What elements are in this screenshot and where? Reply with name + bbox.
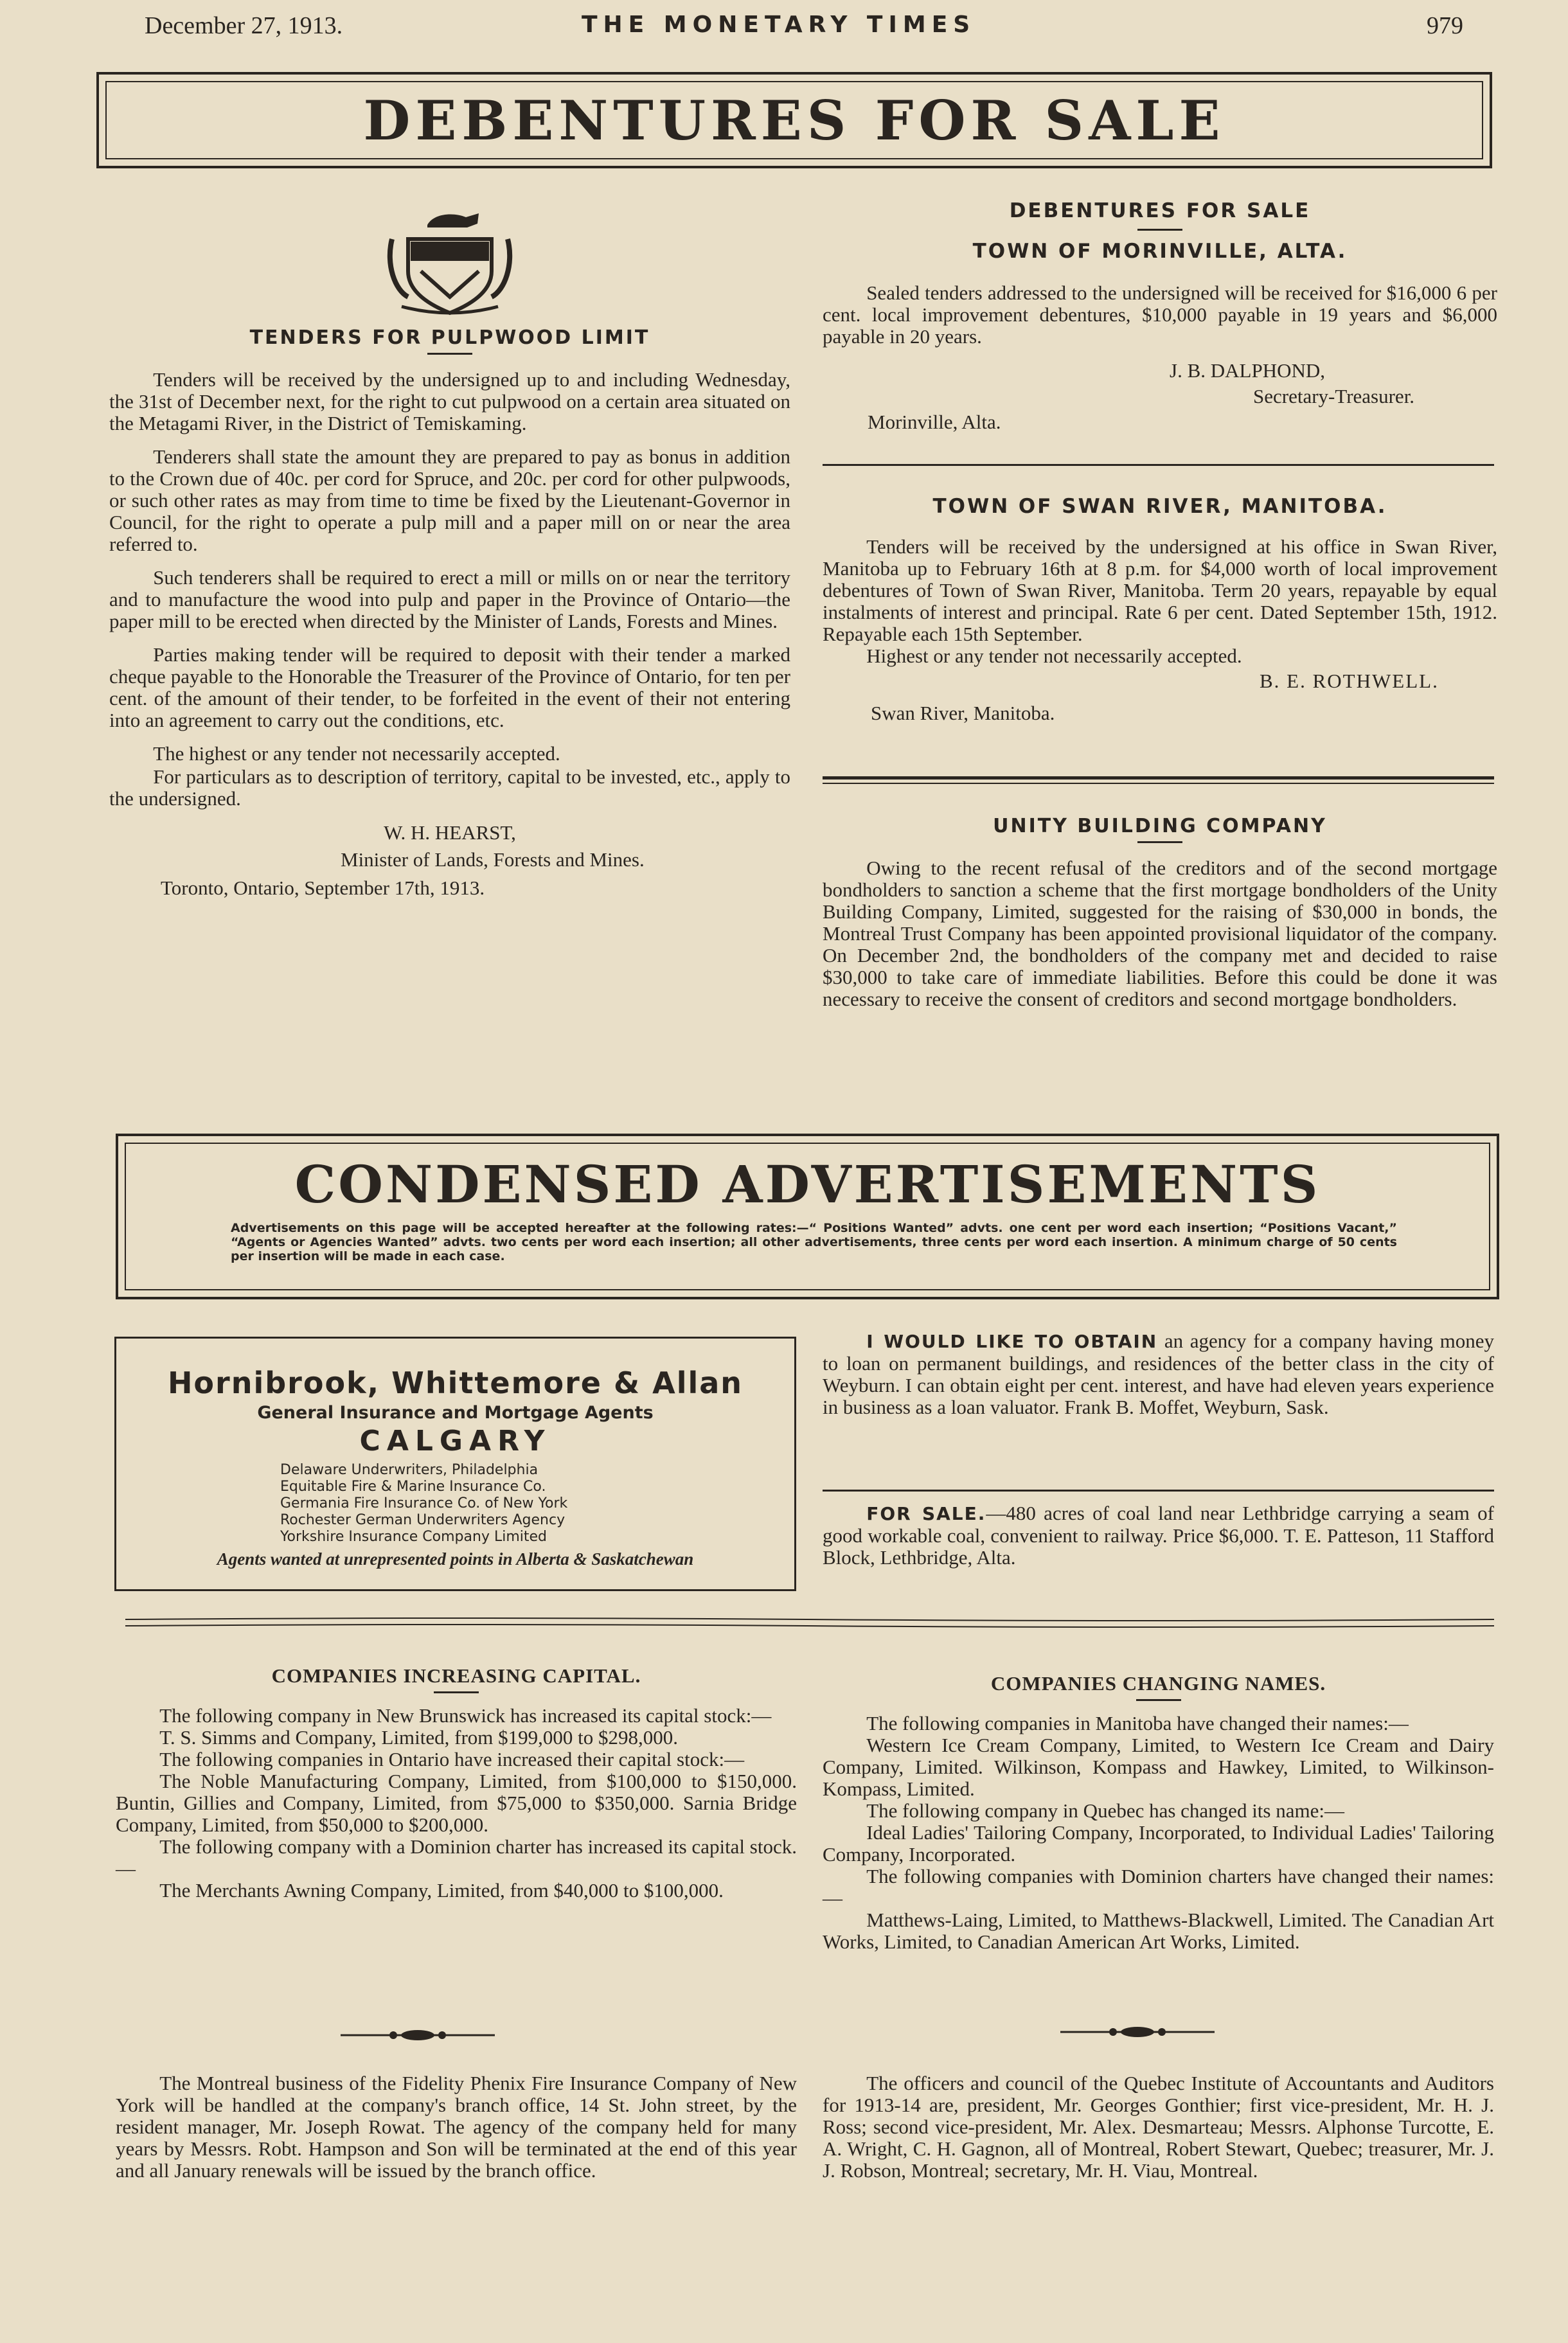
condensed-rates: Advertisements on this page will be accepted hereafter at the following rates:—“ Positions Wanted” advts. one cent per word each insertion; “Positions Vacant,” “Agents or Agencies Wanted” advts. two cents per word each insertion; all other advertisements, three cents per word each insertion. A minimum charge of 50 cents per insertion will be made in each case. [231, 1221, 1397, 1263]
quebec-paragraph: The officers and council of the Quebec Institute of Accountants and Auditors for 1913-14 are, president, Mr. Georges Gonthier; first vice-president, Mr. H. J. Ross; second vice-president, Mr. Alex. Desmarteau; Messrs. Alphonse Turcotte, E. A. Wright, C. H. Gagnon, all of Montreal, Robert Stewart, Quebec; treasurer, Mr. J. J. Robson, Montreal; secretary, Mr. H. Viau, Montreal. [823, 2072, 1494, 2182]
pulpwood-paragraph: For particulars as to description of territory, capital to be invested, etc., apply to the undersigned. [109, 765, 790, 810]
increasing-paragraph: The Merchants Awning Company, Limited, from $40,000 to $100,000. [159, 1879, 724, 1902]
signer-title: Minister of Lands, Forests and Mines. [341, 848, 645, 871]
firm-city: CALGARY [359, 1425, 551, 1457]
condensed-banner [116, 1134, 1499, 1299]
classified-ads [823, 1330, 1494, 1434]
ad-body: —480 acres of coal land near Lethbridge carrying a seam of good workable coal, convenient to railway. Price $6,000. T. E. Patteson, 11 Stafford Block, Lethbridge, Alta. [823, 1502, 1494, 1569]
changing-paragraph: The following companies with Dominion charters have changed their names:— [823, 1865, 1494, 1909]
banner-title: DEBENTURES FOR SALE [363, 89, 1225, 152]
dash-ornament-icon [341, 2027, 495, 2043]
changing-paragraph: The following company in Quebec has changed its name:— [866, 1799, 1344, 1822]
section-rule [823, 776, 1494, 780]
unity-notice [823, 815, 1497, 1022]
changing-paragraph: The following companies in Manitoba have changed their names:— [866, 1712, 1409, 1734]
signer-name: W. H. HEARST, [384, 821, 516, 844]
swan-river-title: TOWN OF SWAN RIVER, MANITOBA. [932, 495, 1387, 518]
section-rule [823, 464, 1494, 466]
signer-name: B. E. ROTHWELL. [1260, 670, 1439, 692]
changing-paragraph: Western Ice Cream Company, Limited, to Western Ice Cream and Dairy Company, Limited. Wilkinson, Kompass and Hawkey, Limited, to Wilkinson-Kompass, Limited. [823, 1734, 1494, 1800]
insurer-item: Yorkshire Insurance Company Limited [280, 1529, 547, 1545]
coat-of-arms-icon [382, 194, 517, 316]
place: Morinville, Alta. [868, 411, 1001, 433]
section-rule [823, 783, 1494, 784]
place-date: Toronto, Ontario, September 17th, 1913. [161, 877, 485, 899]
page-number: 979 [1427, 12, 1463, 39]
insurer-item: Delaware Underwriters, Philadelphia [280, 1462, 539, 1478]
increasing-paragraph: T. S. Simms and Company, Limited, from $199,000 to $298,000. [159, 1726, 679, 1749]
classified-sale-text [823, 1502, 1494, 1569]
pulpwood-paragraph: The highest or any tender not necessarily accepted. [153, 742, 560, 765]
morinville-paragraph: Sealed tenders addressed to the undersigned will be received for $16,000 6 per cent. local improvement debentures, $10,000 payable in 19 years and $6,000 payable in 20 years. [823, 281, 1497, 348]
publication-name: THE MONETARY TIMES [582, 12, 976, 38]
swan-river-paragraph: Tenders will be received by the undersigned at his office in Swan River, Manitoba up to February 16th at 8 p.m. for $4,000 worth of local improvement debentures of Town of Swan River, Manitoba. Term 20 years, repayable by equal instalments of interest and principal. Rate 6 per cent. Dated September 15th, 1912. Repayable each 15th September. [823, 535, 1497, 645]
classified-agency [823, 1330, 1494, 1418]
changing-title: COMPANIES CHANGING NAMES. [990, 1672, 1326, 1695]
ad-lead: I WOULD LIKE TO OBTAIN [866, 1331, 1158, 1352]
increasing-paragraph: The following company with a Dominion charter has increased its capital stock.— [116, 1835, 797, 1880]
swan-river-paragraph: Highest or any tender not necessarily accepted. [866, 645, 1242, 667]
hornibrook-ad [114, 1337, 796, 1591]
classified-sale [823, 1502, 1494, 1580]
signer-title: Secretary-Treasurer. [1253, 385, 1415, 407]
ad-body: an agency for a company having money to loan on permanent buildings, and residences of the better class in the city of Weyburn. I can obtain eight per cent. interest, and have had eleven years experience in business as a loan valuator. Frank B. Moffet, Weyburn, Sask. [823, 1330, 1494, 1418]
changing-paragraph: Matthews-Laing, Limited, to Matthews-Blackwell, Limited. The Canadian Art Works, Limited, to Canadian American Art Works, Limited. [823, 1909, 1494, 1953]
divider [1137, 229, 1182, 231]
firm-subtitle: General Insurance and Mortgage Agents [257, 1403, 654, 1423]
increasing-paragraph: The Noble Manufacturing Company, Limited, from $100,000 to $150,000. Buntin, Gillies and Company, Limited, from $75,000 to $350,000. Sarnia Bridge Company, Limited, from $50,000 to $200,000. [116, 1770, 797, 1836]
increasing-paragraph: The following company in New Brunswick has increased its capital stock:— [159, 1704, 772, 1727]
insurer-item: Germania Fire Insurance Co. of New York [280, 1495, 568, 1511]
increasing-paragraph: The following companies in Ontario have increased their capital stock:— [159, 1748, 745, 1770]
divider [427, 353, 472, 355]
condensed-title: CONDENSED ADVERTISEMENTS [294, 1154, 1321, 1215]
place: Swan River, Manitoba. [871, 702, 1055, 724]
dash-ornament-icon [1060, 2024, 1215, 2040]
morinville-title: TOWN OF MORINVILLE, ALTA. [972, 240, 1348, 263]
changing-names [823, 1672, 1494, 1953]
section-rule [823, 1490, 1494, 1492]
divider [434, 1691, 479, 1693]
firm-name: Hornibrook, Whittemore & Allan [167, 1366, 744, 1400]
debentures-heading: DEBENTURES FOR SALE [1009, 199, 1311, 222]
pulpwood-title: TENDERS FOR PULPWOOD LIMIT [249, 326, 650, 349]
insurer-list [280, 1462, 567, 1546]
unity-paragraph: Owing to the recent refusal of the creditors and of the second mortgage bondholders to sanction a scheme that the first mortgage bondholders of the Unity Building Company, Limited, suggested for the raising of $30,000 in bonds, the Montreal Trust Company has been appointed provisional liquidator of the company. On December 2nd, the bondholders of the company met and decided to raise $30,000 to take care of immediate liabilities. Before this could be done it was necessary to receive the consent of creditors and second mortgage bondholders. [823, 857, 1497, 1010]
divider [1137, 841, 1182, 843]
pulpwood-notice [109, 186, 790, 900]
morinville-notice [823, 199, 1497, 434]
divider [1136, 1699, 1181, 1701]
swan-river-notice [823, 495, 1497, 725]
pulpwood-paragraph: Tenders will be received by the undersigned up to and including Wednesday, the 31st of December next, for the right to cut pulpwood on a certain area situated on the Metagami River, in the District of Temiskaming. [109, 368, 790, 434]
ornamental-rule [125, 1613, 1494, 1632]
pulpwood-paragraph: Tenderers shall state the amount they are prepared to pay as bonus in addition to the Crown due of 40c. per cord for Spruce, and 20c. per cord for other pulpwoods, or such other rates as may from time to time be fixed by the Lieutenant-Governor in Council, for the right to operate a pulp mill and a paper mill on or near the area referred to. [109, 445, 790, 555]
agents-wanted: Agents wanted at unrepresented points in Alberta & Saskatchewan [217, 1549, 694, 1569]
increasing-title: COMPANIES INCREASING CAPITAL. [271, 1664, 641, 1687]
ad-lead: FOR SALE. [866, 1503, 986, 1524]
pulpwood-paragraph: Such tenderers shall be required to erect a mill or mills on or near the territory and to manufacture the wood into pulp and paper in the Province of Ontario—the paper mill to be erected when directed by the Minister of Lands, Forests and Mines. [109, 566, 790, 632]
pulpwood-paragraph: Parties making tender will be required to deposit with their tender a marked cheque payable to the Honorable the Treasurer of the Province of Ontario, for ten per cent. of the amount of their tender, to be forfeited in the event of their not entering into an agreement to carry out the conditions, etc. [109, 643, 790, 731]
increasing-capital [116, 1664, 797, 1902]
debentures-banner [96, 72, 1492, 168]
insurer-item: Equitable Fire & Marine Insurance Co. [280, 1479, 546, 1495]
issue-date: December 27, 1913. [145, 12, 343, 39]
quebec-institute-notice [823, 2072, 1494, 2193]
changing-paragraph: Ideal Ladies' Tailoring Company, Incorporated, to Individual Ladies' Tailoring Company, Incorporated. [823, 1821, 1494, 1866]
fidelity-notice [116, 2072, 797, 2193]
fidelity-paragraph: The Montreal business of the Fidelity Phenix Fire Insurance Company of New York will be handled at the company's branch office, 14 St. John street, by the resident manager, Mr. Joseph Rowat. The agency of the company held for many years by Messrs. Robt. Hampson and Son will be terminated at the end of this year and all January renewals will be issued by the branch office. [116, 2072, 797, 2182]
insurer-item: Rochester German Underwriters Agency [280, 1512, 566, 1528]
signer-name: J. B. DALPHOND, [1170, 359, 1325, 382]
unity-title: UNITY BUILDING COMPANY [993, 815, 1327, 837]
